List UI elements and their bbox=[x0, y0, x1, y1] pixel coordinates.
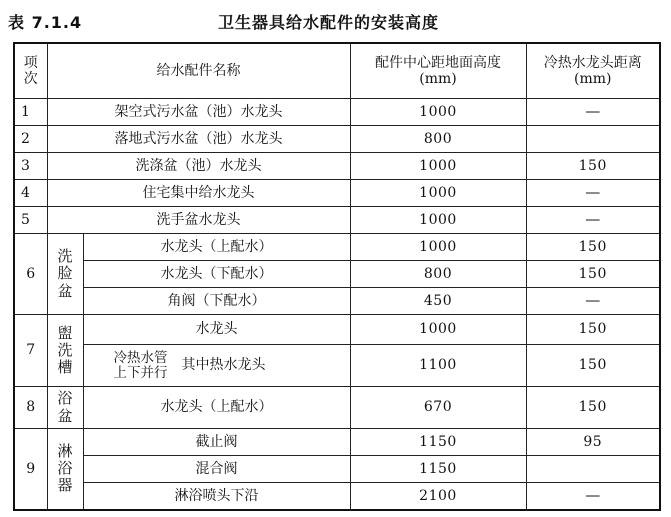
table-row bbox=[14, 234, 660, 261]
table-title: 卫生器具给水配件的安装高度 bbox=[218, 13, 440, 32]
row-fitting: 架空式污水盆（池）水龙头 bbox=[47, 99, 350, 126]
row-fitting: 落地式污水盆（池）水龙头 bbox=[47, 126, 350, 153]
header-row bbox=[14, 43, 660, 99]
group-category bbox=[47, 315, 83, 387]
row-height: 1000 bbox=[350, 99, 526, 126]
row-height: 1150 bbox=[350, 456, 526, 483]
row-fitting: 水龙头（上配水） bbox=[83, 234, 350, 261]
pipe-line-1: 冷热水管 bbox=[113, 349, 168, 366]
table-row bbox=[14, 99, 660, 126]
group-no: 8 bbox=[14, 387, 47, 429]
row-distance: — bbox=[526, 483, 660, 510]
row-distance: — bbox=[526, 288, 660, 315]
row-height: 1000 bbox=[350, 234, 526, 261]
group-no: 9 bbox=[14, 429, 47, 510]
row-height: 1100 bbox=[350, 345, 526, 387]
row-height: 1000 bbox=[350, 207, 526, 234]
row-height: 450 bbox=[350, 288, 526, 315]
row-distance: 150 bbox=[526, 261, 660, 288]
group-category-label: 淋浴器 bbox=[57, 441, 73, 495]
row-height: 1000 bbox=[350, 180, 526, 207]
row-no: 1 bbox=[14, 99, 47, 126]
row-distance: 150 bbox=[526, 153, 660, 180]
group-no: 7 bbox=[14, 315, 47, 387]
row-distance: — bbox=[526, 180, 660, 207]
table-row bbox=[14, 483, 660, 510]
row-fitting: 水龙头（下配水） bbox=[83, 261, 350, 288]
header-seq: 项次 bbox=[14, 43, 47, 99]
row-height: 670 bbox=[350, 387, 526, 429]
row-distance: — bbox=[526, 207, 660, 234]
row-fitting: 洗涤盆（池）水龙头 bbox=[47, 153, 350, 180]
row-fitting: 洗手盆水龙头 bbox=[47, 207, 350, 234]
table-row bbox=[14, 387, 660, 429]
row-fitting: 角阀（下配水） bbox=[83, 288, 350, 315]
group-category bbox=[47, 387, 83, 429]
row-fitting: 住宅集中给水龙头 bbox=[47, 180, 350, 207]
header-height bbox=[350, 43, 526, 99]
row-fitting: 截止阀 bbox=[83, 429, 350, 456]
row-no: 5 bbox=[14, 207, 47, 234]
row-fitting bbox=[83, 345, 350, 387]
group-category-label: 洗脸盆 bbox=[57, 247, 73, 300]
group-no: 6 bbox=[14, 234, 47, 315]
table-row bbox=[14, 288, 660, 315]
row-no: 2 bbox=[14, 126, 47, 153]
installation-height-table bbox=[13, 42, 661, 511]
table-row bbox=[14, 261, 660, 288]
row-no: 3 bbox=[14, 153, 47, 180]
table-row bbox=[14, 315, 660, 345]
group-category bbox=[47, 234, 83, 315]
table-row bbox=[14, 126, 660, 153]
header-distance-unit: (mm) bbox=[574, 71, 612, 87]
table-row bbox=[14, 429, 660, 456]
group-category-label: 盥洗槽 bbox=[57, 323, 73, 377]
row-distance: — bbox=[526, 99, 660, 126]
row-fitting: 混合阀 bbox=[83, 456, 350, 483]
row-height: 1150 bbox=[350, 429, 526, 456]
row-height: 1000 bbox=[350, 153, 526, 180]
table-row bbox=[14, 456, 660, 483]
table-row bbox=[14, 345, 660, 387]
row-distance bbox=[526, 456, 660, 483]
row-fitting: 淋浴喷头下沿 bbox=[83, 483, 350, 510]
table-row bbox=[14, 153, 660, 180]
row-no: 4 bbox=[14, 180, 47, 207]
header-height-label: 配件中心距地面高度 bbox=[375, 54, 501, 71]
row-distance: 150 bbox=[526, 345, 660, 387]
row-fitting: 水龙头 bbox=[83, 315, 350, 345]
pipe-fitting-wrap bbox=[114, 351, 350, 381]
title-bar bbox=[8, 6, 663, 34]
row-distance: 150 bbox=[526, 315, 660, 345]
row-distance: 150 bbox=[526, 234, 660, 261]
pipe-tail: 其中热水龙头 bbox=[181, 357, 266, 374]
row-fitting: 水龙头（上配水） bbox=[83, 387, 350, 429]
table-row bbox=[14, 207, 660, 234]
header-height-unit: (mm) bbox=[419, 71, 457, 87]
header-distance-label: 冷热水龙头距离 bbox=[543, 54, 642, 71]
row-height: 1000 bbox=[350, 315, 526, 345]
header-distance bbox=[526, 43, 660, 99]
table-number: 表 7.1.4 bbox=[8, 13, 83, 32]
row-distance: 150 bbox=[526, 387, 660, 429]
pipe-line-2: 上下并行 bbox=[113, 364, 168, 381]
pipe-lines bbox=[114, 351, 168, 381]
row-distance: 95 bbox=[526, 429, 660, 456]
group-category-label: 浴盆 bbox=[57, 389, 73, 425]
row-height: 800 bbox=[350, 126, 526, 153]
row-height: 2100 bbox=[350, 483, 526, 510]
group-category bbox=[47, 429, 83, 510]
row-height: 800 bbox=[350, 261, 526, 288]
header-fitting: 给水配件名称 bbox=[47, 43, 350, 99]
row-distance bbox=[526, 126, 660, 153]
table-row bbox=[14, 180, 660, 207]
